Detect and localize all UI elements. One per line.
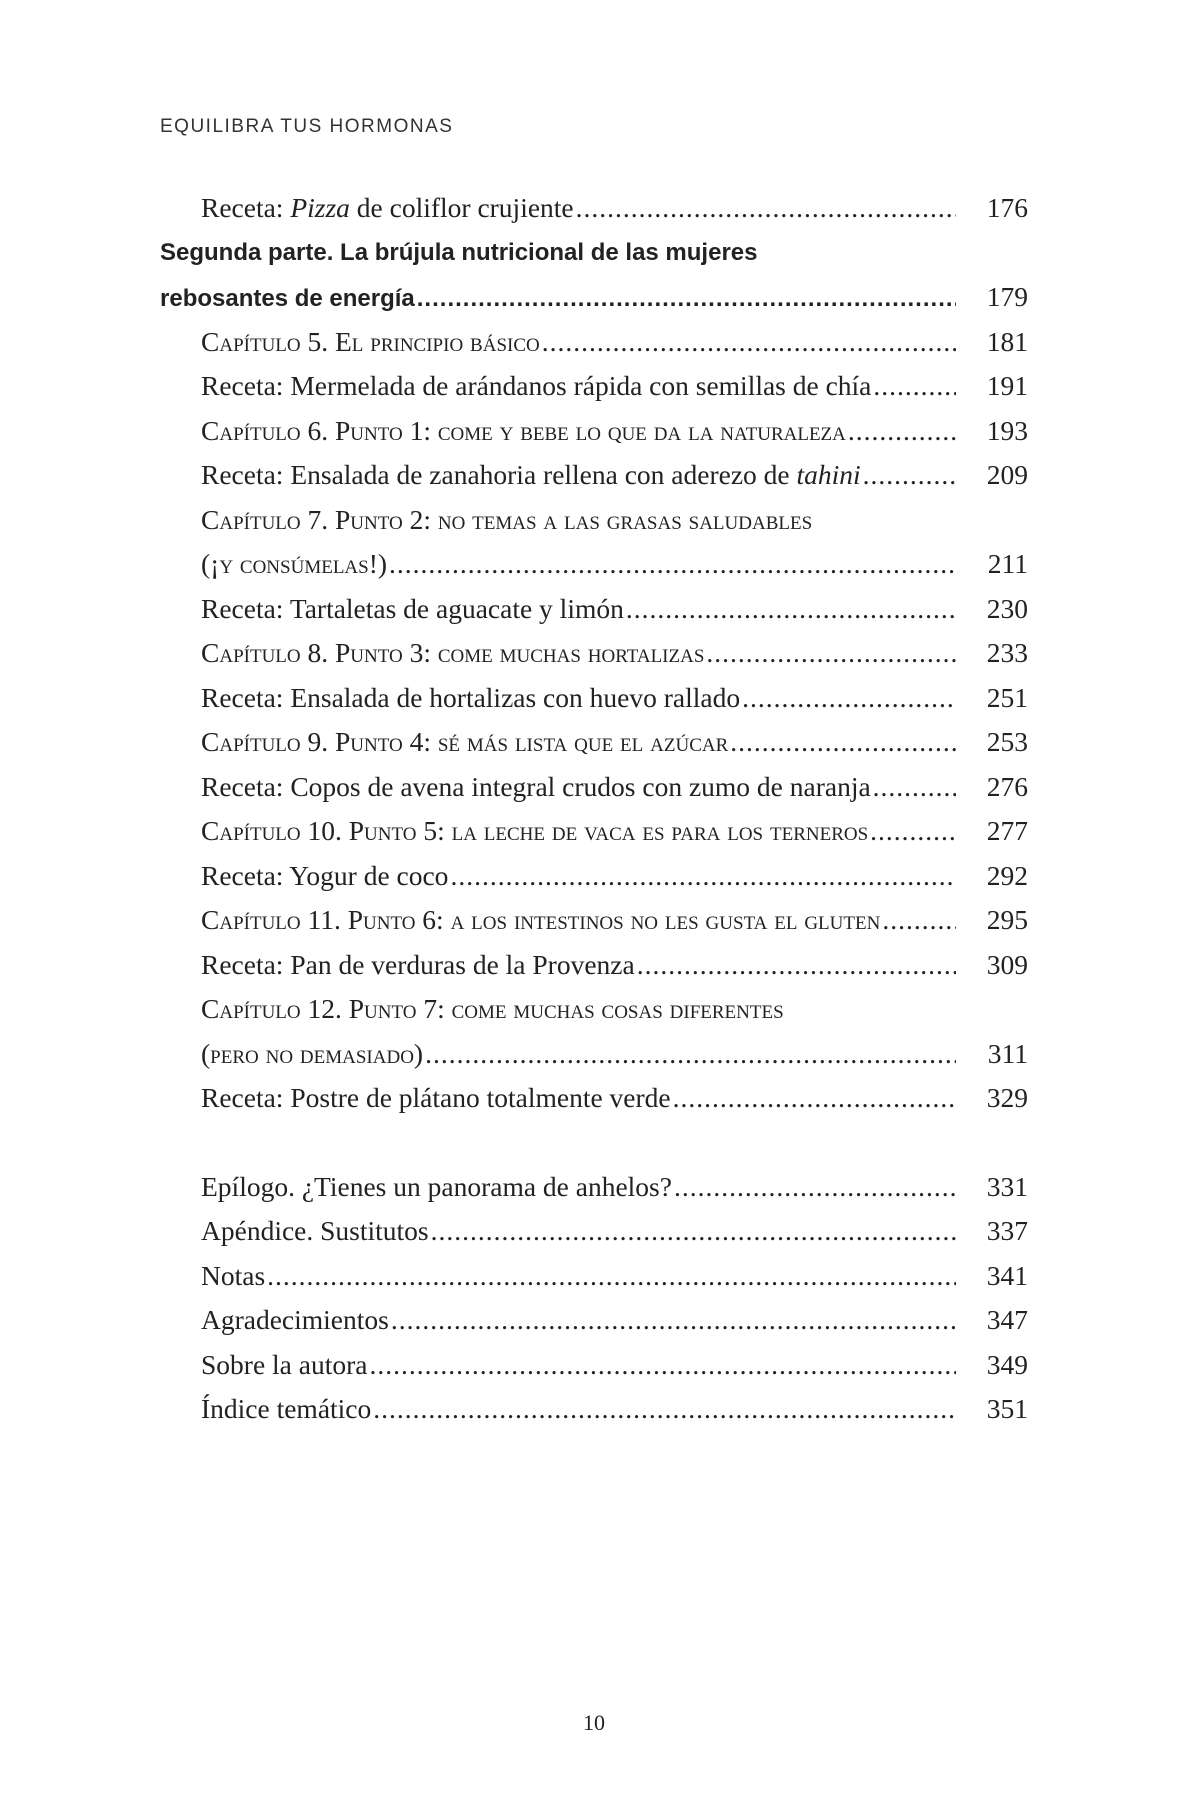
toc-entry-epilogue[interactable] xyxy=(160,1165,1028,1210)
toc-entry-about-author[interactable] xyxy=(160,1343,1028,1388)
entry-title: Notas xyxy=(201,1259,266,1291)
entry-title: Capítulo 7. Punto 2: no temas a las grasas saludables xyxy=(201,503,813,535)
toc-entry-chapter-7-line1[interactable] xyxy=(160,498,1028,543)
page-number: 230 xyxy=(986,592,1028,624)
page-number: 276 xyxy=(986,770,1028,802)
page-number: 341 xyxy=(986,1259,1028,1291)
toc-entry-bread-recipe[interactable] xyxy=(160,943,1028,988)
toc-entry-vegetable-salad-recipe[interactable] xyxy=(160,676,1028,721)
entry-title: Receta: Yogur de coco xyxy=(201,859,449,891)
entry-title: Capítulo 11. Punto 6: a los intestinos no les gusta el gluten xyxy=(201,904,881,935)
dot-leader xyxy=(371,1387,956,1432)
page-number: 233 xyxy=(986,637,1028,668)
page-number: 309 xyxy=(986,948,1028,980)
dot-leader xyxy=(448,854,956,899)
entry-title: Capítulo 9. Punto 4: sé más lista que el azúcar xyxy=(201,726,729,757)
dot-leader xyxy=(389,1298,956,1343)
dot-leader xyxy=(671,1076,956,1121)
part-title: Segunda parte. La brújula nutricional de las mujeres xyxy=(160,238,758,266)
page-number: 349 xyxy=(986,1348,1028,1380)
page-number: 277 xyxy=(986,815,1028,846)
entry-title-italic: Pizza xyxy=(290,192,350,223)
entry-title-suffix: de coliflor crujiente xyxy=(349,192,574,223)
entry-title-cont: (¡y consúmelas!) xyxy=(201,548,388,579)
page-number: 347 xyxy=(986,1304,1028,1335)
dot-leader xyxy=(415,277,956,322)
toc-part-two-line1[interactable] xyxy=(160,231,1028,276)
page-number: 193 xyxy=(986,414,1028,446)
running-head: EQUILIBRA TUS HORMONAS xyxy=(160,116,454,137)
dot-leader xyxy=(846,409,956,454)
toc-entry-oats-recipe[interactable] xyxy=(160,765,1028,810)
toc-entry-banana-recipe[interactable] xyxy=(160,1076,1028,1121)
dot-leader xyxy=(624,587,956,632)
dot-leader xyxy=(423,1032,956,1077)
toc-entry-chapter-8[interactable] xyxy=(160,631,1028,676)
entry-title: Capítulo 12. Punto 7: come muchas cosas diferentes xyxy=(201,993,784,1024)
dot-leader xyxy=(367,1343,956,1388)
toc-entry-jam-recipe[interactable] xyxy=(160,364,1028,409)
page-folio: 10 xyxy=(583,1710,605,1735)
toc-entry-pizza-recipe[interactable] xyxy=(160,186,1028,231)
entry-title: Apéndice. Sustitutos xyxy=(201,1215,429,1246)
dot-leader xyxy=(740,676,956,721)
dot-leader xyxy=(265,1254,956,1299)
dot-leader xyxy=(387,542,956,587)
toc-entry-tartlets-recipe[interactable] xyxy=(160,587,1028,632)
toc-entry-chapter-10[interactable] xyxy=(160,809,1028,854)
page-number: 292 xyxy=(986,859,1028,891)
page-number: 311 xyxy=(987,1037,1028,1069)
page-number: 337 xyxy=(986,1215,1028,1246)
toc-entry-chapter-7-line2[interactable] xyxy=(160,542,1028,587)
dot-leader xyxy=(635,943,956,988)
page-number: 176 xyxy=(986,192,1028,223)
dot-leader xyxy=(868,809,956,854)
page-number: 181 xyxy=(986,325,1028,357)
toc-part-two-line2[interactable] xyxy=(160,275,1028,320)
dot-leader xyxy=(540,320,956,365)
dot-leader xyxy=(871,765,956,810)
dot-leader xyxy=(861,453,956,498)
entry-title: Capítulo 8. Punto 3: come muchas hortalizas xyxy=(201,637,705,668)
toc-entry-chapter-11[interactable] xyxy=(160,898,1028,943)
toc-entry-yogurt-recipe[interactable] xyxy=(160,854,1028,899)
entry-title-prefix: Receta: xyxy=(201,192,291,223)
entry-title: Capítulo 6. Punto 1: come y bebe lo que da la naturaleza xyxy=(201,414,846,446)
toc-entry-carrot-recipe[interactable] xyxy=(160,453,1028,498)
page-number: 329 xyxy=(986,1082,1028,1113)
toc-entry-index[interactable] xyxy=(160,1387,1028,1432)
page-number: 351 xyxy=(986,1393,1028,1424)
entry-title: Epílogo. ¿Tienes un panorama de anhelos? xyxy=(201,1170,672,1202)
entry-title: Índice temático xyxy=(201,1393,372,1424)
entry-title: Receta: Pan de verduras de la Provenza xyxy=(201,948,635,980)
toc-entry-notes[interactable] xyxy=(160,1254,1028,1299)
entry-title: Receta: Mermelada de arándanos rápida con semillas de chía xyxy=(201,370,872,401)
dot-leader xyxy=(672,1165,956,1210)
toc-entry-chapter-12-line1[interactable] xyxy=(160,987,1028,1032)
entry-title: Receta: Tartaletas de aguacate y limón xyxy=(201,592,624,624)
dot-leader xyxy=(704,631,956,676)
entry-title: Capítulo 5. El principio básico xyxy=(201,325,540,357)
page-number: 209 xyxy=(986,459,1028,490)
toc-entry-chapter-12-line2[interactable] xyxy=(160,1032,1028,1077)
table-of-contents xyxy=(160,186,1028,1432)
page-number: 179 xyxy=(986,281,1028,312)
entry-title: Capítulo 10. Punto 5: la leche de vaca es para los terneros xyxy=(201,815,869,846)
page-number: 211 xyxy=(987,548,1028,579)
dot-leader xyxy=(871,364,956,409)
entry-title: Agradecimientos xyxy=(201,1304,389,1335)
part-title-cont: rebosantes de energía xyxy=(160,285,415,312)
dot-leader xyxy=(574,186,956,231)
toc-entry-chapter-6[interactable] xyxy=(160,409,1028,454)
entry-title: Sobre la autora xyxy=(201,1348,368,1380)
toc-entry-appendix[interactable] xyxy=(160,1209,1028,1254)
entry-title-prefix: Receta: Ensalada de zanahoria rellena con aderezo de xyxy=(201,459,797,490)
entry-title-italic: tahini xyxy=(796,459,861,490)
toc-entry-chapter-5[interactable] xyxy=(160,320,1028,365)
entry-title-cont: (pero no demasiado) xyxy=(201,1037,424,1069)
entry-title: Receta: Postre de plátano totalmente verde xyxy=(201,1082,671,1113)
dot-leader xyxy=(429,1209,956,1254)
page-number: 295 xyxy=(986,904,1028,935)
dot-leader xyxy=(728,720,956,765)
page-number: 331 xyxy=(986,1170,1028,1202)
page-number: 251 xyxy=(986,681,1028,713)
dot-leader xyxy=(880,898,956,943)
toc-entry-chapter-9[interactable] xyxy=(160,720,1028,765)
page-number: 253 xyxy=(986,726,1028,757)
toc-entry-acknowledgements[interactable] xyxy=(160,1298,1028,1343)
entry-title: Receta: Ensalada de hortalizas con huevo rallado xyxy=(201,681,741,713)
page-number: 191 xyxy=(986,370,1028,401)
entry-title: Receta: Copos de avena integral crudos con zumo de naranja xyxy=(201,770,871,802)
